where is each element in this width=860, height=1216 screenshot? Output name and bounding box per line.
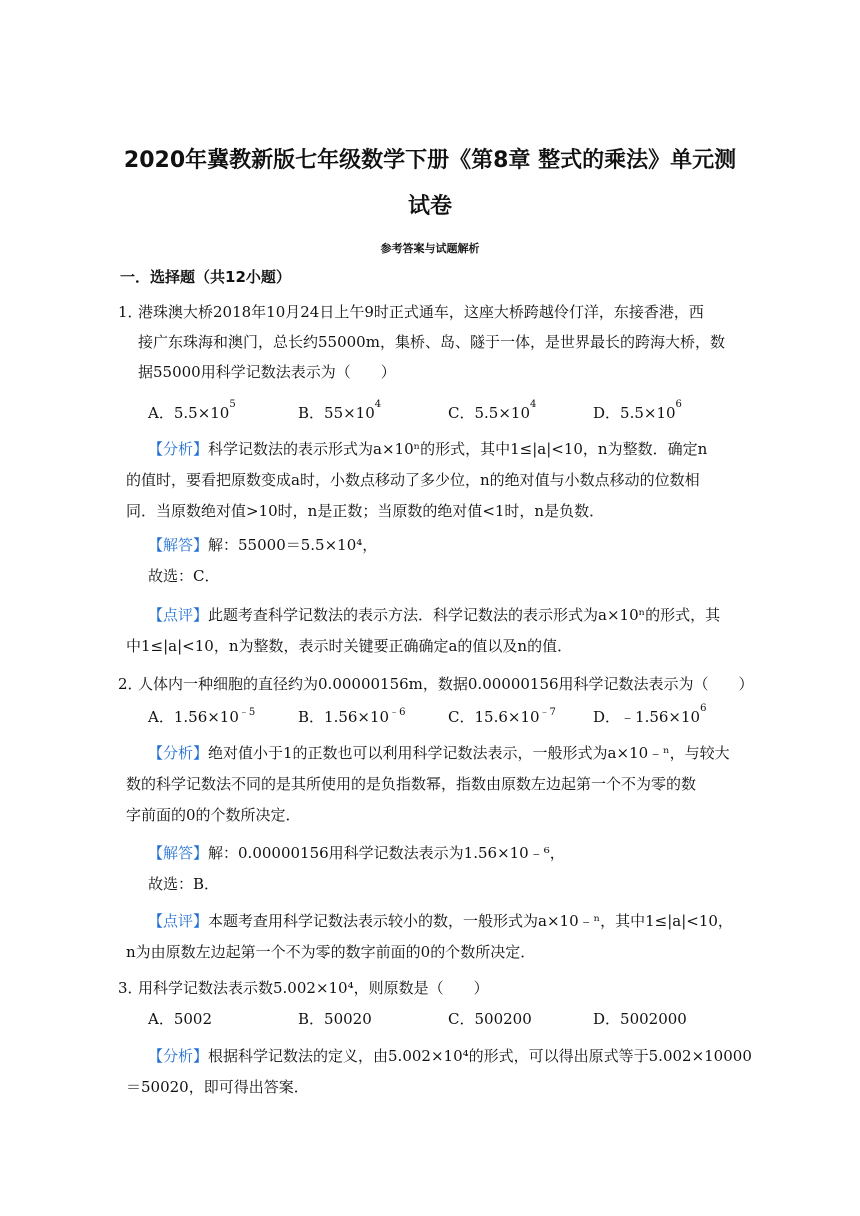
question-2-comment: 【点评】本题考查用科学记数法表示较小的数，一般形式为a×10﹣ⁿ，其中1≤|a|<10， xyxy=(148,912,733,930)
stem-line: 用科学记数法表示数5.002×10⁴，则原数是（ ） xyxy=(138,979,489,997)
analysis-tag: 【分析】 xyxy=(148,744,209,762)
question-2-comment-cont: n为由原数左边起第一个不为零的数字前面的0的个数所决定． xyxy=(126,943,536,961)
option-c[interactable]: C．500200 xyxy=(448,1010,532,1028)
document-title-line2: 试卷 xyxy=(407,194,452,219)
question-3-analysis: 【分析】根据科学记数法的定义，由5.002×10⁴的形式，可以得出原式等于5.002×10000 xyxy=(148,1047,752,1065)
comment-tag: 【点评】 xyxy=(148,912,209,930)
document-title-line1: 2020年冀教新版七年级数学下册《第8章 整式的乘法》单元测 xyxy=(123,148,737,173)
option-b[interactable]: B．50020 xyxy=(298,1010,372,1028)
question-2-answer: 【解答】解：0.00000156用科学记数法表示为1.56×10﹣⁶， 故选：B． xyxy=(148,844,565,893)
option-d[interactable]: D．$5.5\times 10^6$ xyxy=(593,399,682,422)
question-3-options xyxy=(148,1008,744,1038)
analysis-tag: 【分析】 xyxy=(148,1047,209,1065)
question-number: 3． xyxy=(118,979,143,997)
option-b[interactable]: B．$55\times 10^4$ xyxy=(298,399,382,422)
document-subtitle: 参考答案与试题解析 xyxy=(380,242,480,255)
option-a[interactable]: A．$5.5\times 10^5$ xyxy=(148,399,236,422)
question-1-analysis: 【分析】科学记数法的表示形式为a×10ⁿ的形式，其中1≤|a|<10，n为整数．确定n xyxy=(148,440,708,458)
stem-line: 港珠澳大桥2018年10月24日上午9时正式通车，这座大桥跨越伶仃洋，东接香港，西 xyxy=(138,303,704,321)
question-1-analysis-cont: 的值时，要看把原数变成a时，小数点移动了多少位，n的绝对值与小数点移动的位数相 同．当原数绝对值>10时，n是正数；当原数的绝对值<1时，n是负数． xyxy=(126,471,700,520)
comment-tag: 【点评】 xyxy=(148,606,209,624)
option-c[interactable]: C．$5.5\times 10^4$ xyxy=(448,399,537,422)
question-2-analysis: 【分析】绝对值小于1的正数也可以利用科学记数法表示，一般形式为a×10﹣ⁿ，与较大 xyxy=(148,744,730,762)
stem-line: 接广东珠海和澳门，总长约55000m，集桥、岛、隧于一体，是世界最长的跨海大桥，数 xyxy=(138,333,725,351)
question-3-analysis-cont: ＝50020，即可得出答案． xyxy=(126,1078,309,1096)
question-1-comment-cont: 中1≤|a|<10，n为整数，表示时关键要正确确定a的值以及n的值． xyxy=(126,637,573,655)
question-1-answer: 【解答】解：55000＝5.5×10⁴， 故选：C． xyxy=(148,536,378,585)
question-2-analysis-cont: 数的科学记数法不同的是其所使用的是负指数幂，指数由原数左边起第一个不为零的数 字前面的0的个数所决定． xyxy=(126,775,697,824)
option-a[interactable]: A．5002 xyxy=(148,1010,213,1028)
question-2-options xyxy=(148,703,744,736)
section-heading: 一．选择题（共12小题） xyxy=(120,268,291,286)
question-2-stem xyxy=(118,669,754,699)
answer-tag: 【解答】 xyxy=(148,536,209,554)
option-b[interactable]: B．$1.56\times 10^{﹣6}$ xyxy=(298,707,406,726)
option-d[interactable]: D．5002000 xyxy=(593,1010,687,1028)
option-c[interactable]: C．$15.6\times 10^{﹣7}$ xyxy=(448,707,556,726)
stem-line: 人体内一种细胞的直径约为0.00000156m，数据0.00000156用科学记数法表示为（ ） xyxy=(138,675,754,693)
question-1-options xyxy=(148,399,744,432)
question-number: 2． xyxy=(118,675,143,693)
question-1-comment: 【点评】此题考查科学记数法的表示方法．科学记数法的表示形式为a×10ⁿ的形式，其 xyxy=(148,606,721,624)
analysis-tag: 【分析】 xyxy=(148,440,209,458)
question-number: 1． xyxy=(118,303,143,321)
question-3-stem xyxy=(118,973,744,1003)
option-d[interactable]: D．$﹣1.56\times 10^6$ xyxy=(593,703,707,726)
option-a[interactable]: A．$1.56\times 10^{﹣5}$ xyxy=(148,707,256,726)
question-1-stem xyxy=(118,297,744,387)
stem-line: 据55000用科学记数法表示为（ ） xyxy=(138,363,396,381)
answer-tag: 【解答】 xyxy=(148,844,209,862)
